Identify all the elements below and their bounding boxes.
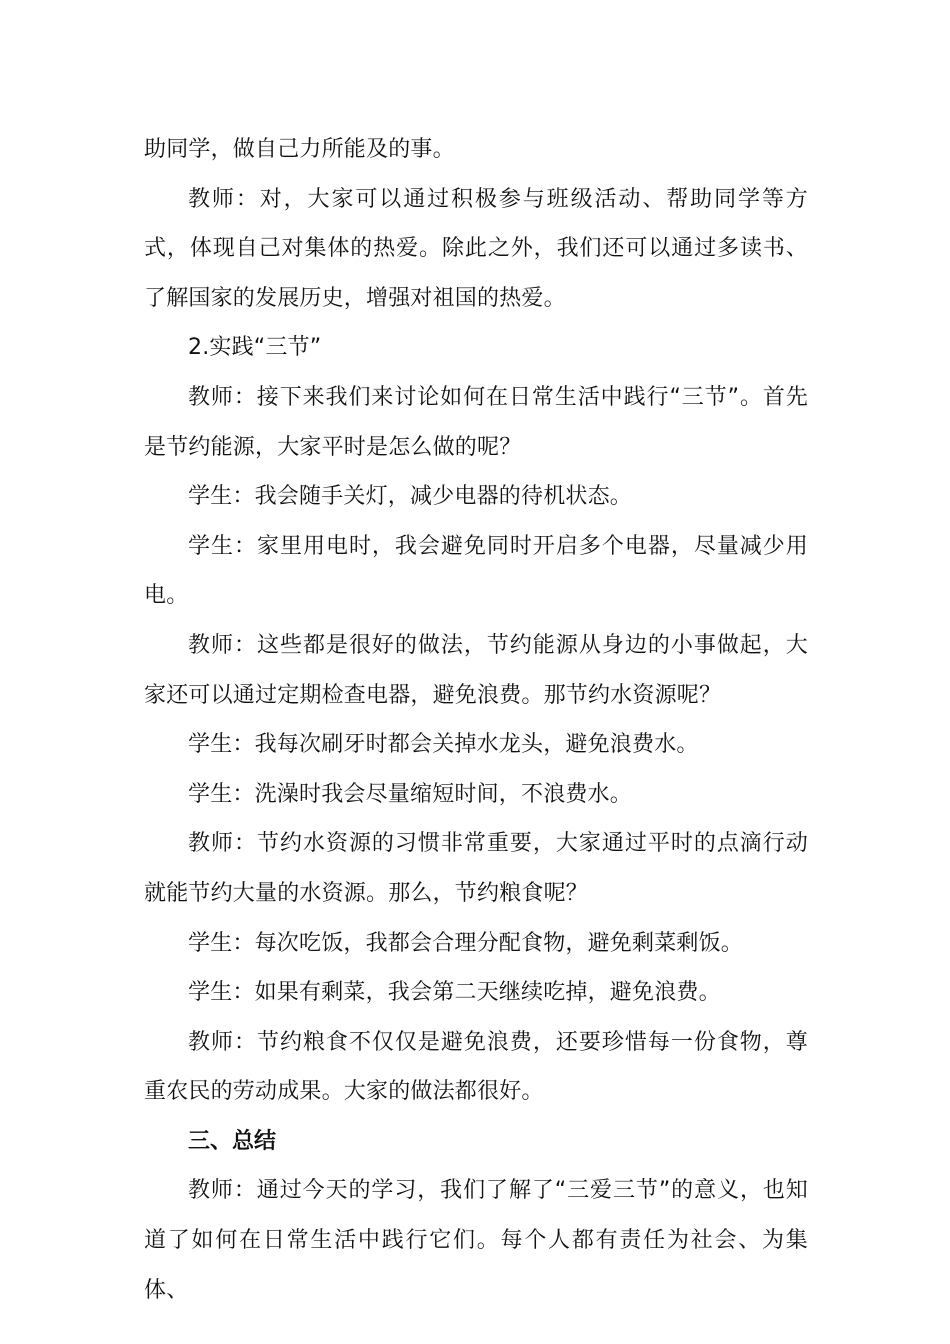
paragraph-teacher-collective-love: 教师：对，大家可以通过积极参与班级活动、帮助同学等方式，体现自己对集体的热爱。除此之外，我们还可以通过多读书、了解国家的发展历史，增强对祖国的热爱。 <box>144 186 808 311</box>
paragraph-teacher-summary: 教师：通过今天的学习，我们了解了“三爱三节”的意义，也知道了如何在日常生活中践行它们。每个人都有责任为社会、为集体、 <box>144 1178 808 1303</box>
paragraph-teacher-food-question: 教师：节约水资源的习惯非常重要，大家通过平时的点滴行动就能节约大量的水资源。那么，节约粮食呢？ <box>144 831 808 906</box>
paragraph-student-turn-off-lights: 学生：我会随手关灯，减少电器的待机状态。 <box>188 484 633 510</box>
paragraph-teacher-cherish-food: 教师：节约粮食不仅仅是避免浪费，还要珍惜每一份食物，尊重农民的劳动成果。大家的做法都很好。 <box>144 1029 808 1105</box>
paragraph-continuation: 助同学，做自己力所能及的事。 <box>144 137 455 162</box>
paragraph-student-reduce-power: 学生：家里用电时，我会避免同时开启多个电器，尽量减少用电。 <box>144 533 808 609</box>
subsection-title-practice-three-saves: 2.实践“三节” <box>188 335 322 361</box>
paragraph-teacher-energy-question: 教师：接下来我们来讨论如何在日常生活中践行“三节”。首先是节约能源，大家平时是怎么做的呢？ <box>144 384 808 460</box>
paragraph-student-portion-food: 学生：每次吃饭，我都会合理分配食物，避免剩菜剩饭。 <box>188 930 744 956</box>
paragraph-student-shower: 学生：洗澡时我会尽量缩短时间，不浪费水。 <box>188 781 633 807</box>
paragraph-student-brushing-teeth: 学生：我每次刷牙时都会关掉水龙头，避免浪费水。 <box>188 732 699 758</box>
paragraph-student-leftovers: 学生：如果有剩菜，我会第二天继续吃掉，避免浪费。 <box>188 980 721 1006</box>
section-heading-summary: 三、总结 <box>188 1128 277 1154</box>
paragraph-teacher-water-question: 教师：这些都是很好的做法，节约能源从身边的小事做起，大家还可以通过定期检查电器，避免浪费。那节约水资源呢？ <box>144 632 808 708</box>
document-body <box>144 125 808 1315</box>
